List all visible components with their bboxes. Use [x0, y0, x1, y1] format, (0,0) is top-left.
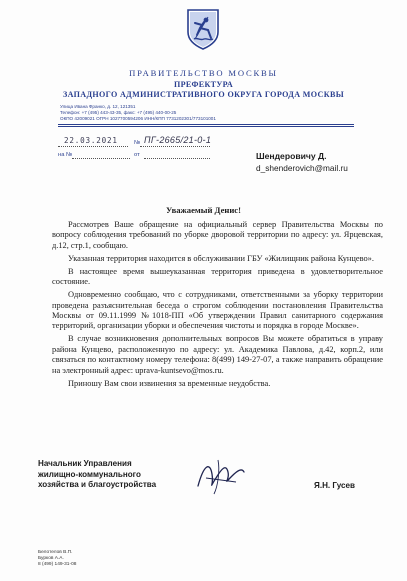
executor-block: [38, 550, 76, 568]
date-underline: [58, 146, 128, 147]
paragraph: Приношу Вам свои извинения за временные неудобства.: [68, 378, 271, 388]
signatory-name: Я.Н. Гусев: [314, 481, 355, 490]
contact-block: [60, 104, 216, 121]
header-divider-thin: [58, 126, 354, 127]
from-underline: [144, 158, 210, 159]
greeting: Уважаемый Денис!: [166, 205, 241, 215]
handwritten-signature-icon: [192, 456, 248, 496]
prefecture-title: ПРЕФЕКТУРА: [174, 80, 233, 89]
from-label: от: [134, 152, 140, 158]
paragraph: Указанная территория находится в обслуживании ГБУ «Жилищник района Кунцево».: [68, 253, 374, 263]
header-divider: [58, 124, 354, 125]
letter-body: [52, 220, 383, 392]
addressee-name: Шендеровичу Д.: [256, 151, 327, 161]
executor-name: Белотелов В.П.: [38, 550, 73, 555]
position-line: Начальник Управления: [38, 459, 132, 468]
signatory-position: [38, 459, 156, 491]
position-line: хозяйства и благоустройства: [38, 480, 157, 489]
addressee-block: [256, 151, 348, 174]
executor-phone: 8 (499) 149-31-08: [38, 562, 77, 567]
codes-line: ОКПО 42009021 ОГРН 1027700594206 ИНН/КПП 7731202301/773101001: [60, 115, 216, 121]
na-label: на №: [58, 152, 73, 158]
in-reply-line: [58, 152, 72, 158]
number-label: №: [134, 140, 141, 146]
executor-name: Бурков А.А.: [38, 556, 64, 561]
registration-date: 22.03.2021: [64, 136, 118, 145]
na-underline: [72, 158, 130, 159]
paragraph: В настоящее время вышеуказанная территория приведена в удовлетворительное состояние.: [52, 266, 383, 287]
addressee-email: d_shenderovich@mail.ru: [256, 162, 348, 173]
paragraph: Рассмотрев Ваше обращение на официальный сервер Правительства Москвы по вопросу соблюдения требований по уборке дворовой территории по адресу: ул. Ярцевская, д.12, стр.1, сообщаю.: [52, 220, 383, 250]
paragraph: В случае возникновения дополнительных вопросов Вы можете обратиться в управу района Кунцево, расположенную по адресу: ул. Академика Павлова, д.42, корп.2, или связаться по контактному номеру телефона: 8(499) 149-27-07, а также направить обращение на электронный адрес: uprava-kuntsevo@mos.ru.: [52, 334, 383, 375]
position-line: жилищно-коммунального: [38, 469, 141, 479]
address-line: Улица Ивана Франко, д. 12, 121351: [60, 104, 136, 109]
government-title: ПРАВИТЕЛЬСТВО МОСКВЫ: [129, 68, 278, 78]
okrug-title: ЗАПАДНОГО АДМИНИСТРАТИВНОГО ОКРУГА ГОРОДА МОСКВЫ: [62, 90, 344, 99]
paragraph: Одновременно сообщаю, что с сотрудниками, ответственными за уборку территории проведена разъяснительная беседа о строгом соблюдении постановления Правительства Москвы от 09.11.1999 №1018-ПП «Об утверждении Правил санитарного содержания территорий, организации уборки и обеспечения чистоты и порядка в городе Москве».: [52, 290, 383, 331]
phone-line: Телефон: +7 (495) 443-43-35, факс: +7 (495) 440-00-25: [60, 109, 177, 115]
registration-number: ПГ-2665/21-0-1: [144, 135, 212, 145]
moscow-coat-of-arms-icon: [186, 8, 220, 50]
number-underline: [140, 146, 210, 147]
